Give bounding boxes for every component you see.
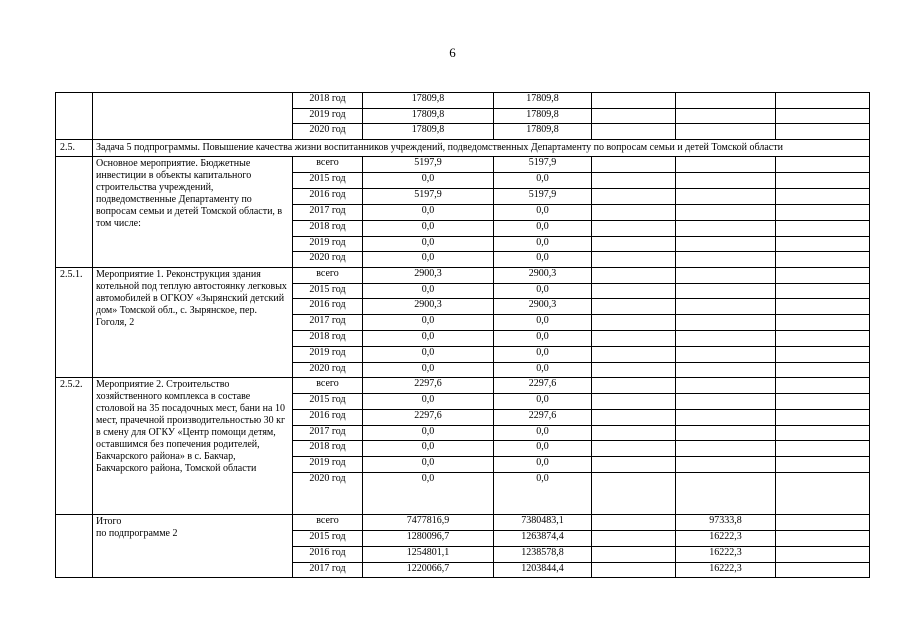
value-cell bbox=[592, 546, 676, 562]
value-cell bbox=[592, 204, 676, 220]
regional-cell: 1238578,8 bbox=[494, 546, 592, 562]
total-cell: 0,0 bbox=[363, 283, 494, 299]
description-cell: Итого по подпрограмме 2 bbox=[93, 514, 293, 577]
value-cell bbox=[676, 204, 776, 220]
total-cell: 0,0 bbox=[363, 346, 494, 362]
value-cell bbox=[592, 346, 676, 362]
year-cell: 2015 год bbox=[293, 173, 363, 189]
value-cell bbox=[592, 252, 676, 268]
value-cell bbox=[592, 267, 676, 283]
total-cell: 17809,8 bbox=[363, 124, 494, 140]
code-cell: 2.5.2. bbox=[56, 378, 93, 515]
value-cell bbox=[776, 220, 870, 236]
budget-table bbox=[55, 92, 870, 578]
activity-1-section bbox=[56, 267, 870, 377]
total-cell: 0,0 bbox=[363, 220, 494, 236]
total-cell: 0,0 bbox=[363, 394, 494, 410]
value-cell bbox=[776, 188, 870, 204]
year-cell: 2015 год bbox=[293, 283, 363, 299]
total-cell: 0,0 bbox=[363, 362, 494, 378]
total-cell: 1280096,7 bbox=[363, 530, 494, 546]
value-cell bbox=[592, 124, 676, 140]
value-cell: 16222,3 bbox=[676, 530, 776, 546]
value-cell bbox=[676, 93, 776, 109]
value-cell bbox=[776, 362, 870, 378]
regional-cell: 5197,9 bbox=[494, 157, 592, 173]
value-cell bbox=[592, 530, 676, 546]
year-cell: всего bbox=[293, 267, 363, 283]
year-cell: 2018 год bbox=[293, 330, 363, 346]
regional-cell: 5197,9 bbox=[494, 188, 592, 204]
value-cell bbox=[776, 252, 870, 268]
value-cell bbox=[592, 362, 676, 378]
value-cell bbox=[676, 378, 776, 394]
regional-cell: 2297,6 bbox=[494, 409, 592, 425]
year-cell: 2016 год bbox=[293, 188, 363, 204]
value-cell bbox=[776, 330, 870, 346]
description-cell: Основное мероприятие. Бюджетные инвестиции в объекты капитального строительства учреждений, подведомственные Департаменту по вопросам семьи и детей Томской области, в том числе: bbox=[93, 157, 293, 267]
code-cell: 2.5.1. bbox=[56, 267, 93, 377]
year-cell: всего bbox=[293, 378, 363, 394]
regional-cell: 0,0 bbox=[494, 394, 592, 410]
value-cell bbox=[676, 299, 776, 315]
regional-cell: 7380483,1 bbox=[494, 514, 592, 530]
task-code: 2.5. bbox=[56, 139, 93, 157]
value-cell bbox=[776, 93, 870, 109]
total-cell: 0,0 bbox=[363, 425, 494, 441]
year-cell: 2016 год bbox=[293, 299, 363, 315]
value-cell bbox=[592, 220, 676, 236]
value-cell bbox=[776, 530, 870, 546]
year-cell: 2020 год bbox=[293, 472, 363, 514]
value-cell bbox=[592, 378, 676, 394]
value-cell bbox=[776, 267, 870, 283]
value-cell bbox=[592, 283, 676, 299]
value-cell bbox=[592, 93, 676, 109]
value-cell bbox=[592, 188, 676, 204]
description-cell: Мероприятие 2. Строительство хозяйственного комплекса в составе столовой на 35 посадочных мест, бани на 10 мест, прачечной производительностью 30 кг в смену для ОГКУ «Центр помощи детям, оставшимся без попечения родителей, Бакчарского района» в с. Бакчар, Бакчарского района, Томской области bbox=[93, 378, 293, 515]
table-row bbox=[56, 378, 870, 394]
value-cell bbox=[592, 514, 676, 530]
value-cell bbox=[592, 315, 676, 331]
value-cell: 16222,3 bbox=[676, 562, 776, 578]
year-cell: 2017 год bbox=[293, 562, 363, 578]
value-cell bbox=[592, 108, 676, 124]
code-cell bbox=[56, 514, 93, 577]
summary-section bbox=[56, 514, 870, 577]
regional-cell: 2900,3 bbox=[494, 299, 592, 315]
value-cell bbox=[676, 362, 776, 378]
year-cell: 2016 год bbox=[293, 546, 363, 562]
year-cell: 2019 год bbox=[293, 108, 363, 124]
year-cell: 2017 год bbox=[293, 204, 363, 220]
total-cell: 0,0 bbox=[363, 315, 494, 331]
year-cell: 2017 год bbox=[293, 315, 363, 331]
value-cell bbox=[592, 425, 676, 441]
regional-cell: 0,0 bbox=[494, 441, 592, 457]
value-cell bbox=[676, 188, 776, 204]
regional-cell: 0,0 bbox=[494, 236, 592, 252]
value-cell bbox=[776, 157, 870, 173]
value-cell bbox=[776, 204, 870, 220]
value-cell bbox=[776, 124, 870, 140]
value-cell: 16222,3 bbox=[676, 546, 776, 562]
year-cell: 2020 год bbox=[293, 124, 363, 140]
year-cell: 2015 год bbox=[293, 530, 363, 546]
value-cell bbox=[676, 283, 776, 299]
value-cell bbox=[592, 472, 676, 514]
value-cell bbox=[676, 173, 776, 189]
task-row bbox=[56, 139, 870, 157]
total-cell: 0,0 bbox=[363, 457, 494, 473]
value-cell bbox=[776, 315, 870, 331]
regional-cell: 0,0 bbox=[494, 315, 592, 331]
regional-cell: 0,0 bbox=[494, 173, 592, 189]
regional-cell: 0,0 bbox=[494, 472, 592, 514]
total-cell: 0,0 bbox=[363, 173, 494, 189]
value-cell bbox=[592, 394, 676, 410]
regional-cell: 17809,8 bbox=[494, 124, 592, 140]
activity-2-section bbox=[56, 378, 870, 515]
total-cell: 5197,9 bbox=[363, 157, 494, 173]
total-cell: 0,0 bbox=[363, 441, 494, 457]
total-cell: 2900,3 bbox=[363, 299, 494, 315]
value-cell bbox=[676, 124, 776, 140]
year-cell: 2019 год bbox=[293, 457, 363, 473]
regional-cell: 2900,3 bbox=[494, 267, 592, 283]
value-cell bbox=[776, 425, 870, 441]
total-cell: 17809,8 bbox=[363, 93, 494, 109]
description-cell bbox=[93, 93, 293, 140]
value-cell bbox=[776, 283, 870, 299]
table-row bbox=[56, 93, 870, 109]
value-cell bbox=[592, 299, 676, 315]
regional-cell: 17809,8 bbox=[494, 93, 592, 109]
table-row bbox=[56, 267, 870, 283]
value-cell bbox=[676, 220, 776, 236]
value-cell bbox=[676, 441, 776, 457]
total-cell: 1254801,1 bbox=[363, 546, 494, 562]
regional-cell: 17809,8 bbox=[494, 108, 592, 124]
value-cell bbox=[592, 409, 676, 425]
value-cell bbox=[676, 409, 776, 425]
code-cell bbox=[56, 157, 93, 267]
main-activity-section bbox=[56, 157, 870, 267]
value-cell bbox=[676, 157, 776, 173]
regional-cell: 0,0 bbox=[494, 346, 592, 362]
value-cell bbox=[776, 457, 870, 473]
regional-cell: 0,0 bbox=[494, 425, 592, 441]
year-cell: всего bbox=[293, 514, 363, 530]
year-cell: 2020 год bbox=[293, 252, 363, 268]
year-cell: 2018 год bbox=[293, 220, 363, 236]
value-cell bbox=[676, 394, 776, 410]
value-cell bbox=[776, 409, 870, 425]
year-cell: 2017 год bbox=[293, 425, 363, 441]
value-cell bbox=[776, 562, 870, 578]
value-cell bbox=[776, 472, 870, 514]
regional-cell: 1263874,4 bbox=[494, 530, 592, 546]
year-cell: 2016 год bbox=[293, 409, 363, 425]
year-cell: 2015 год bbox=[293, 394, 363, 410]
value-cell bbox=[776, 236, 870, 252]
value-cell bbox=[776, 394, 870, 410]
year-cell: 2019 год bbox=[293, 236, 363, 252]
total-cell: 0,0 bbox=[363, 204, 494, 220]
year-cell: 2018 год bbox=[293, 93, 363, 109]
value-cell bbox=[676, 236, 776, 252]
value-cell bbox=[676, 425, 776, 441]
value-cell bbox=[776, 173, 870, 189]
value-cell bbox=[776, 108, 870, 124]
value-cell bbox=[592, 562, 676, 578]
value-cell bbox=[592, 330, 676, 346]
page-number: 6 bbox=[449, 45, 456, 60]
table-row bbox=[56, 514, 870, 530]
value-cell bbox=[592, 173, 676, 189]
total-cell: 0,0 bbox=[363, 330, 494, 346]
regional-cell: 0,0 bbox=[494, 330, 592, 346]
year-cell: 2019 год bbox=[293, 346, 363, 362]
value-cell bbox=[592, 441, 676, 457]
regional-cell: 1203844,4 bbox=[494, 562, 592, 578]
total-cell: 17809,8 bbox=[363, 108, 494, 124]
regional-cell: 0,0 bbox=[494, 252, 592, 268]
value-cell bbox=[676, 472, 776, 514]
year-cell: всего bbox=[293, 157, 363, 173]
total-cell: 7477816,9 bbox=[363, 514, 494, 530]
total-cell: 2297,6 bbox=[363, 409, 494, 425]
total-cell: 1220066,7 bbox=[363, 562, 494, 578]
value-cell bbox=[676, 330, 776, 346]
value-cell bbox=[776, 346, 870, 362]
value-cell bbox=[776, 378, 870, 394]
value-cell bbox=[776, 441, 870, 457]
value-cell bbox=[676, 252, 776, 268]
total-cell: 2297,6 bbox=[363, 378, 494, 394]
value-cell bbox=[676, 346, 776, 362]
code-cell bbox=[56, 93, 93, 140]
total-cell: 2900,3 bbox=[363, 267, 494, 283]
year-cell: 2018 год bbox=[293, 441, 363, 457]
regional-cell: 0,0 bbox=[494, 204, 592, 220]
regional-cell: 0,0 bbox=[494, 362, 592, 378]
value-cell bbox=[776, 546, 870, 562]
value-cell bbox=[592, 157, 676, 173]
task-title: Задача 5 подпрограммы. Повышение качества жизни воспитанников учреждений, подведомственных Департаменту по вопросам семьи и детей Томской области bbox=[93, 139, 870, 157]
value-cell bbox=[676, 457, 776, 473]
total-cell: 0,0 bbox=[363, 472, 494, 514]
regional-cell: 2297,6 bbox=[494, 378, 592, 394]
total-cell: 0,0 bbox=[363, 252, 494, 268]
value-cell bbox=[776, 299, 870, 315]
total-cell: 0,0 bbox=[363, 236, 494, 252]
value-cell: 97333,8 bbox=[676, 514, 776, 530]
value-cell bbox=[592, 457, 676, 473]
description-cell: Мероприятие 1. Реконструкция здания котельной под теплую автостоянку легковых автомобилей в ОГКОУ «Зырянский детский дом» Томской обл., с. Зырянское, пер. Гоголя, 2 bbox=[93, 267, 293, 377]
value-cell bbox=[676, 108, 776, 124]
year-cell: 2020 год bbox=[293, 362, 363, 378]
value-cell bbox=[592, 236, 676, 252]
regional-cell: 0,0 bbox=[494, 283, 592, 299]
value-cell bbox=[676, 315, 776, 331]
value-cell bbox=[776, 514, 870, 530]
regional-cell: 0,0 bbox=[494, 220, 592, 236]
total-cell: 5197,9 bbox=[363, 188, 494, 204]
table-row bbox=[56, 157, 870, 173]
value-cell bbox=[676, 267, 776, 283]
regional-cell: 0,0 bbox=[494, 457, 592, 473]
